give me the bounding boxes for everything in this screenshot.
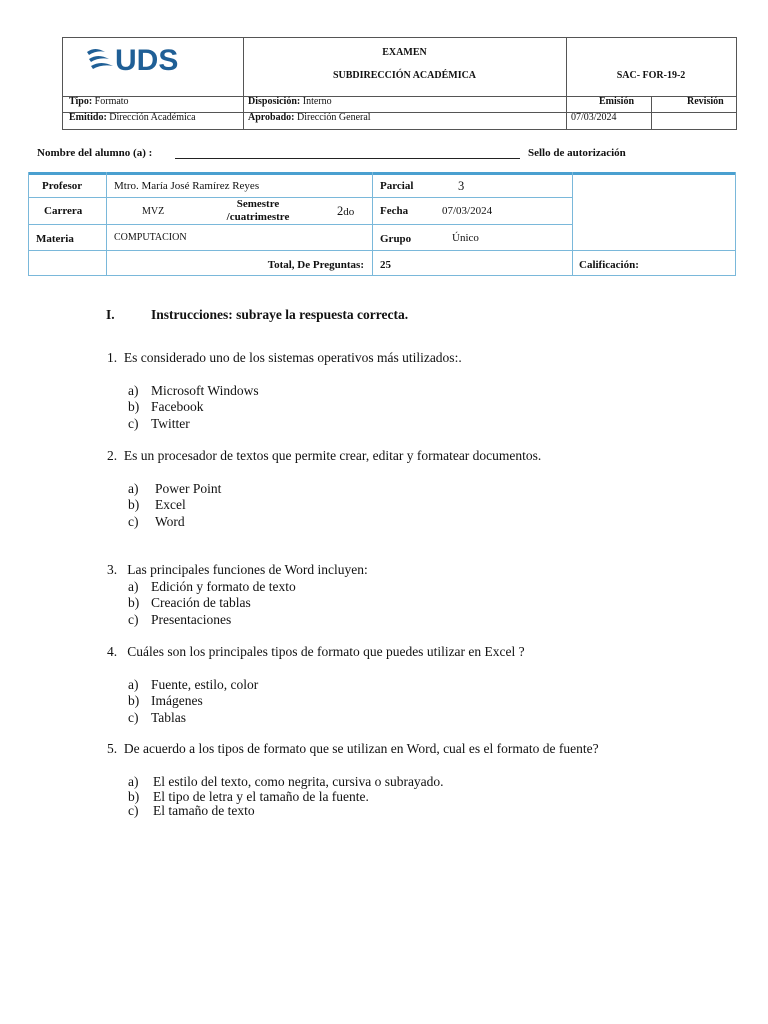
question-5-options (128, 775, 444, 819)
aprobado-field: Aprobado: Dirección General (248, 112, 371, 123)
option[interactable]: a) Microsoft Windows (128, 383, 259, 398)
grupo-label: Grupo (380, 233, 412, 245)
option[interactable]: b) Facebook (128, 399, 204, 415)
option[interactable]: b) Imágenes (128, 693, 203, 709)
option[interactable]: a) Edición y formato de texto (128, 579, 296, 594)
materia-value: COMPUTACION (114, 232, 187, 243)
materia-label: Materia (36, 233, 74, 245)
question-4-options (128, 677, 258, 726)
option[interactable]: c) El tamaño de texto (128, 803, 255, 818)
question-3-options (128, 579, 296, 628)
emision-date: 07/03/2024 (571, 112, 617, 123)
form-code: SAC- FOR-19-2 (616, 70, 686, 81)
disposicion-field: Disposición: Interno (248, 96, 332, 107)
exam-subtitle: SUBDIRECCIÓN ACADÉMICA (332, 70, 477, 81)
option[interactable]: c) Tablas (128, 709, 187, 725)
question-2: 2. Es un procesador de textos que permite crear, editar y formatear documentos. (107, 448, 542, 463)
logo-text: UDS (115, 44, 179, 76)
grupo-value: Único (452, 232, 479, 244)
fecha-label: Fecha (380, 205, 409, 217)
emision-label: Emisión (599, 96, 635, 107)
uds-logo (85, 42, 209, 76)
tipo-field: Tipo: Formato (69, 96, 129, 107)
revision-label: Revisión (687, 96, 724, 107)
carrera-value: MVZ (142, 206, 165, 217)
fecha-value: 07/03/2024 (442, 205, 493, 217)
question-1: 1. Es considerado uno de los sistemas operativos más utilizados:. (107, 350, 462, 365)
question-5: 5. De acuerdo a los tipos de formato que se utilizan en Word, cual es el formato de fuente? (107, 741, 599, 756)
question-1-options (128, 383, 259, 432)
semestre-label: Semestre /cuatrimestre (226, 198, 290, 223)
sello-label: Sello de autorización (528, 147, 626, 159)
emitido-field: Emitido: Dirección Académica (69, 112, 196, 123)
student-name-line[interactable] (175, 147, 520, 159)
option[interactable]: c) Twitter (128, 415, 190, 431)
profesor-label: Profesor (42, 180, 83, 192)
parcial-label: Parcial (380, 180, 414, 192)
option[interactable]: c) Word (128, 513, 185, 529)
calificacion-label: Calificación: (579, 259, 639, 271)
option[interactable]: b) Creación de tablas (128, 595, 251, 611)
option[interactable]: a) El estilo del texto, como negrita, cursiva o subrayado. (128, 774, 444, 789)
option[interactable]: c) Presentaciones (128, 611, 232, 627)
carrera-label: Carrera (44, 205, 83, 217)
semestre-value: 2do (337, 204, 355, 218)
document-header (62, 37, 737, 130)
option[interactable]: a) Power Point (128, 481, 222, 496)
exam-title: EXAMEN (382, 47, 427, 58)
option[interactable]: b) Excel (128, 497, 186, 513)
student-name-label: Nombre del alumno (a) : (37, 147, 153, 159)
question-3: 3. Las principales funciones de Word incluyen: (107, 562, 368, 577)
exam-info-table (28, 172, 736, 276)
option[interactable]: b) El tipo de letra y el tamaño de la fuente. (128, 788, 369, 804)
instructions-number: I. (106, 307, 115, 322)
question-2-options (128, 481, 221, 530)
parcial-value: 3 (458, 179, 465, 193)
profesor-value: Mtro. María José Ramírez Reyes (114, 180, 260, 192)
option[interactable]: a) Fuente, estilo, color (128, 677, 259, 692)
instructions-text: Instrucciones: subraye la respuesta correcta. (151, 307, 409, 322)
question-4: 4. Cuáles son los principales tipos de formato que puedes utilizar en Excel ? (107, 644, 525, 659)
total-value: 25 (380, 259, 391, 271)
total-label: Total, De Preguntas: (267, 259, 364, 271)
